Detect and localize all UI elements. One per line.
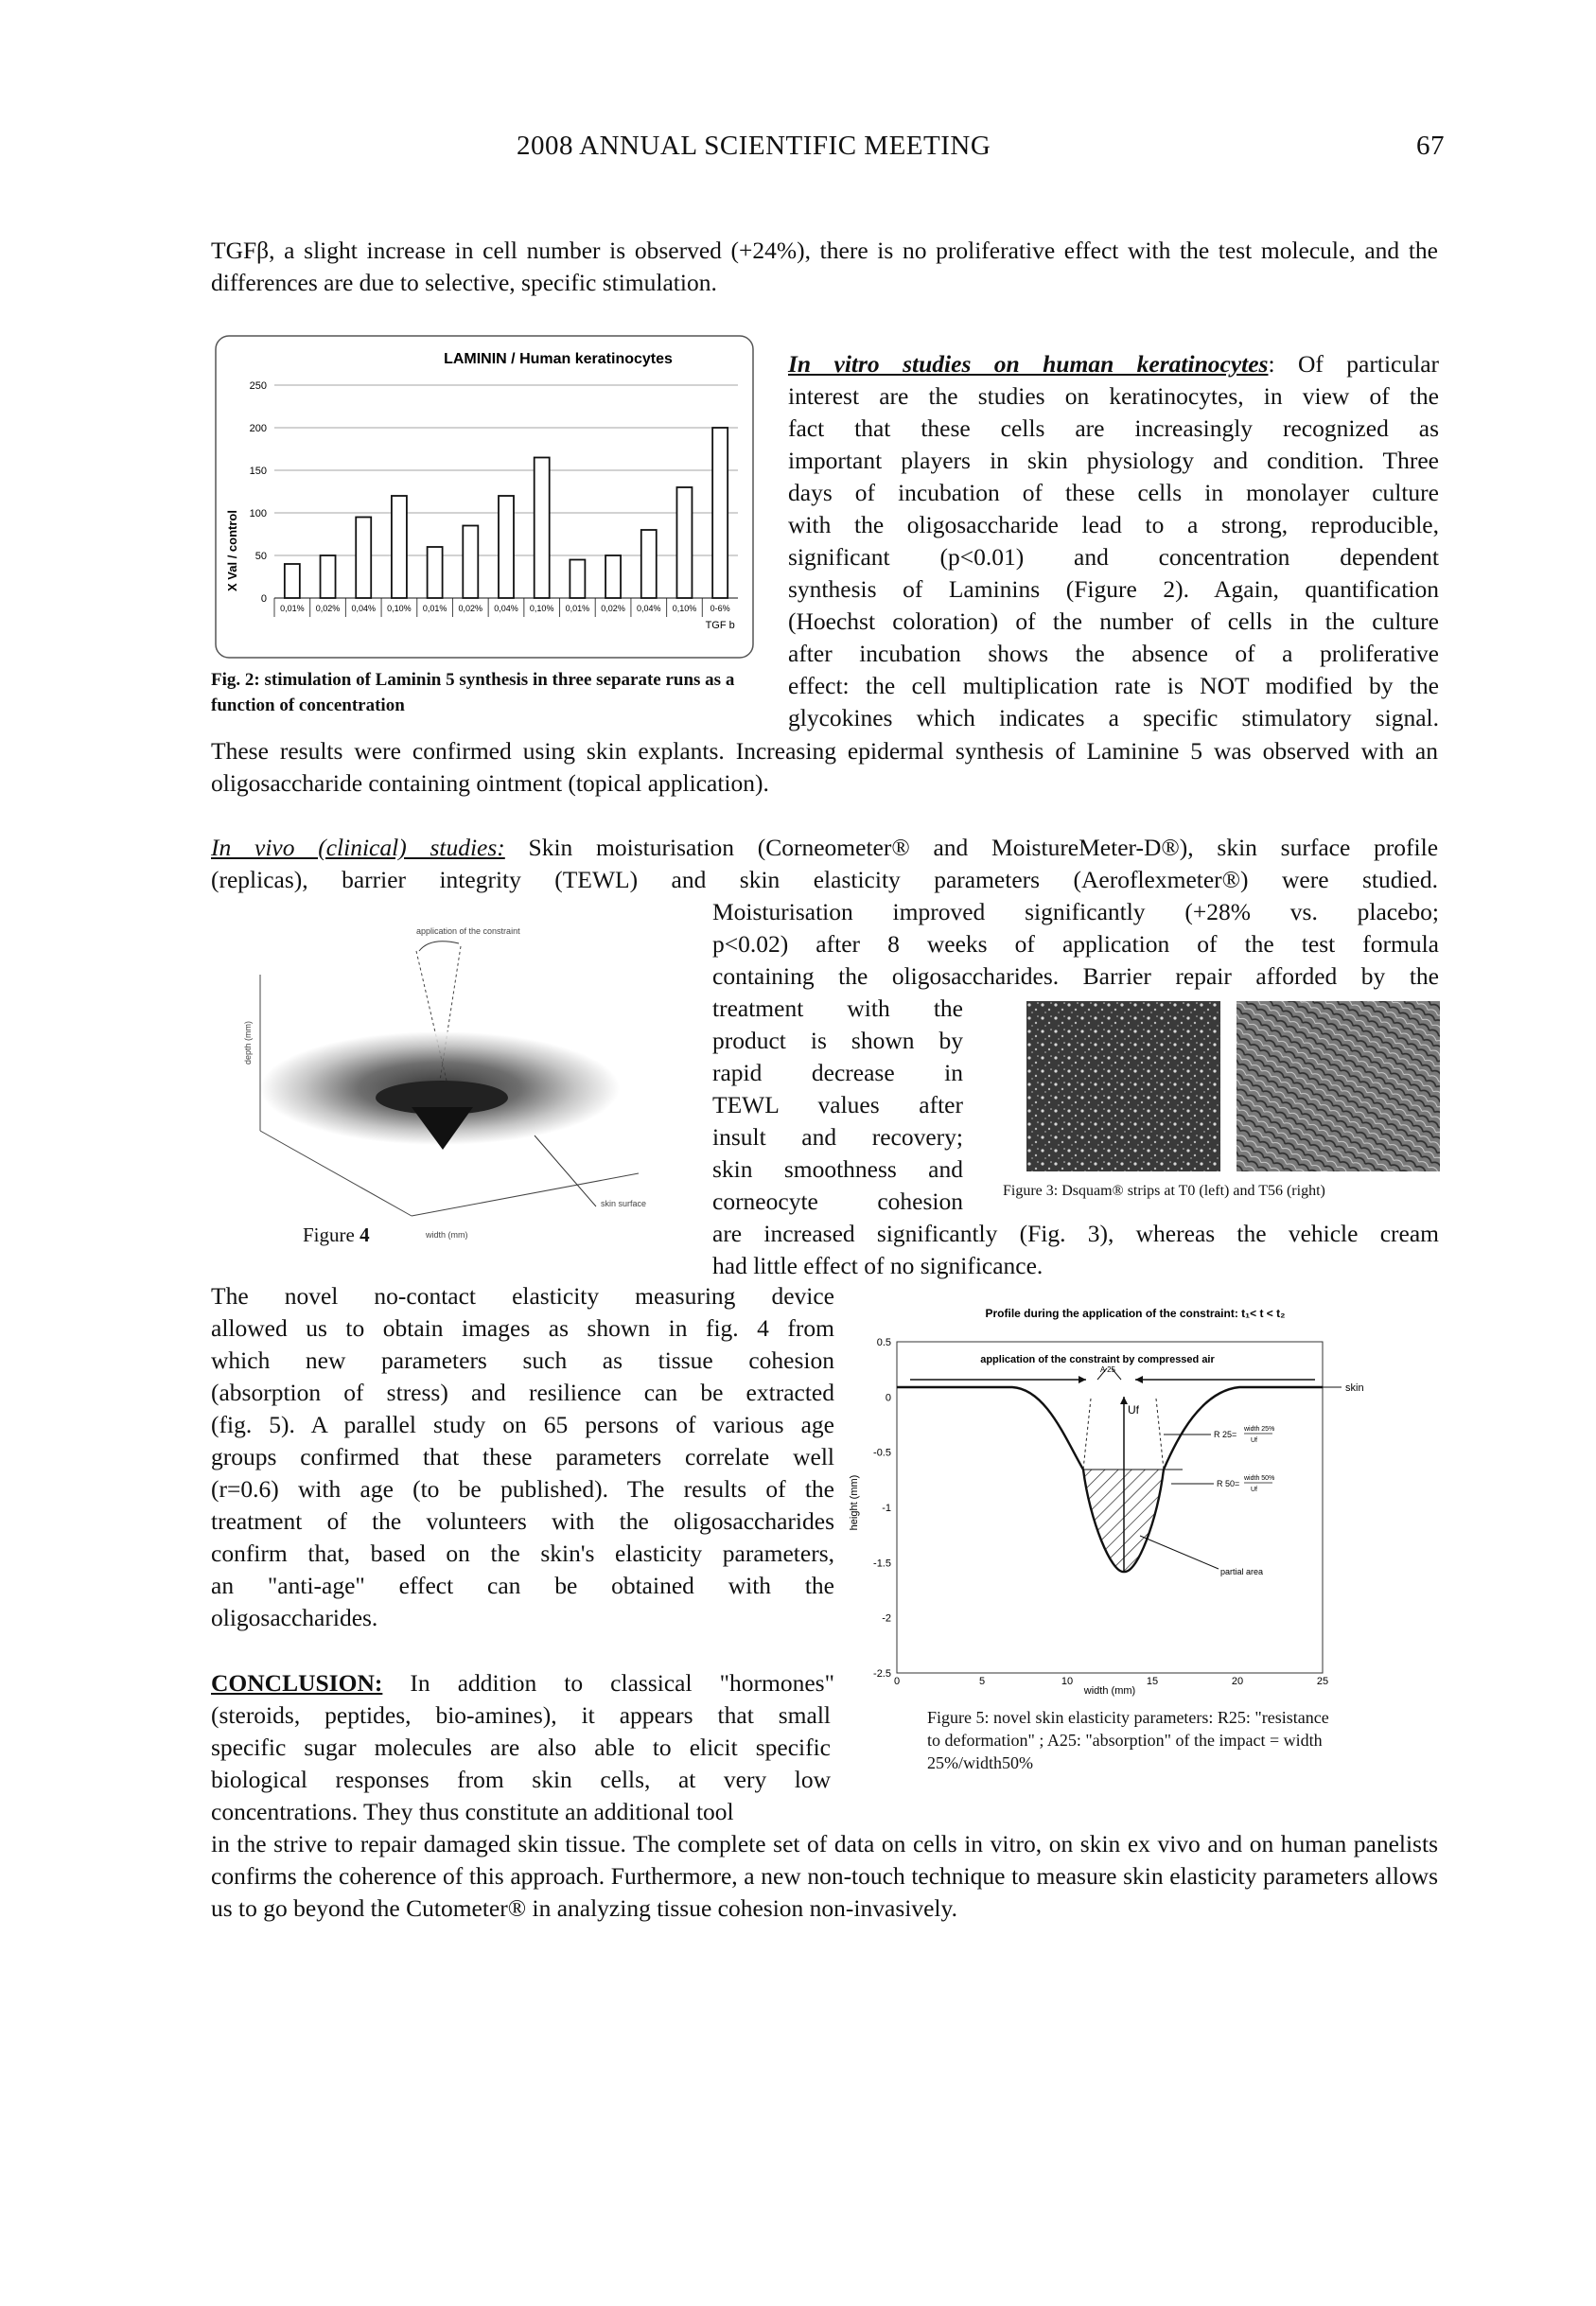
invitro-line: glycokines which indicates a specific stimulatory signal. [788,704,1439,731]
svg-text:Uf: Uf [1251,1487,1257,1493]
x-tick-label: 0,10% [387,604,412,613]
bar [499,496,514,598]
fig5-r25-label: R 25= [1214,1430,1237,1439]
conclusion-narrow: (steroids, peptides, bio-amines), it appears that small specific sugar molecules are also able to elicit specific biological responses from skin cells, at very low concentrations. They thus constitute an additional tool [211,1701,831,1825]
figure-2-caption-text: stimulation of Laminin 5 synthesis in three separate runs as a function of concentration [211,670,735,715]
invitro-line: with the oligosaccharide lead to a strong, reproducible, [788,511,1439,538]
figure-3 [1003,1001,1440,1199]
fig5-xlabel: width (mm) [1083,1685,1136,1697]
chart-title: LAMININ / Human keratinocytes [444,351,673,367]
x-tick-label: 0,04% [351,604,376,613]
invitro-line: important players in skin physiology and condition. Three [788,447,1439,474]
tgf-label: TGF b [705,620,735,631]
bar [535,458,550,599]
invitro-section [788,348,1439,734]
y-tick-label: 250 [249,380,267,392]
skin-profile-chart [842,1304,1429,1701]
y-axis-label: X Val / control [225,510,239,591]
y-tick-label: 200 [249,423,267,434]
y-tick-label: 150 [249,466,267,477]
bar [392,496,407,598]
dsquam-strips-image [1026,1001,1440,1171]
figure-4-label: Figure 4 [303,1223,370,1246]
laminin-bar-chart [213,333,757,664]
constraint-arc [419,942,459,951]
fig5-y-tick: -2 [882,1612,891,1625]
strip-t0-image [1026,1001,1220,1171]
invivo-wide-lines: Moisturisation improved significantly (+28% vs. placebo; p<0.02) after 8 weeks of application of the test formula containing the oligosaccharides. Barrier repair afforded by the [712,898,1439,990]
deformation-3d-plot [241,923,705,1244]
fig5-uf-label: Uf [1128,1403,1139,1417]
fig5-inner-title: application of the constraint by compressed air [980,1354,1215,1365]
invitro-line: synthesis of Laminins (Figure 2). Again, quantification [788,575,1439,603]
fig5-partial-label: partial area [1220,1567,1264,1576]
invivo-narrow-lines: treatment with the product is shown by rapid decrease in TEWL values after insult and recovery; skin smoothness and corneocyte cohesion [712,995,963,1215]
explants-paragraph: These results were confirmed using skin explants. Increasing epidermal synthesis of Laminine 5 was observed with an oligosaccharide containing ointment (topical application). [211,737,1438,797]
bar [428,547,443,598]
svg-text:Uf: Uf [1251,1437,1257,1444]
fig5-x-tick: 15 [1146,1676,1159,1687]
elasticity-paragraph: The novel no-contact elasticity measuring device allowed us to obtain images as shown in fig. 4 from which new parameters such as tissue cohesion (absorption of stress) and resilience can be extracted (fig. 5). A parallel study on 65 persons of various age groups confirmed that these parameters correlate well (r=0.6) with age (to be published). The results of the treatment of the volunteers with the oligosaccharides confirm that, based on the skin's elasticity parameters, an "anti-age" effect can be obtained with the oligosaccharides. [211,1282,834,1631]
x-tick-label: 0,01% [422,604,447,613]
invitro-line: fact that these cells are increasingly recognized as [788,414,1439,442]
fig5-ylabel: height (mm) [849,1474,860,1531]
invivo-heading: In vivo (clinical) studies: [211,834,505,861]
figure-5-caption: Figure 5: novel skin elasticity parameters: R25: "resistance to deformation" ; A25: "absorption" of the impact = width 25%/width50% [927,1708,1329,1772]
bar [605,555,621,598]
x-tick-label: 0,01% [280,604,305,613]
fig5-title: Profile during the application of the constraint: t₁< t < t₂ [985,1307,1286,1320]
fig5-y-tick: -1.5 [873,1558,891,1570]
x-tick-label: 0,04% [494,604,518,613]
fig5-x-tick: 20 [1231,1676,1244,1687]
page-number: 67 [1416,131,1445,161]
bar [321,555,336,598]
invitro-first-line: In vitro studies on human keratinocytes: Of particular [788,350,1439,378]
x-tick-label: 0,02% [458,604,483,613]
y-tick-label: 50 [254,551,267,562]
fig5-y-tick: 0 [885,1392,891,1404]
invivo-after-lines: are increased significantly (Fig. 3), whereas the vehicle cream had little effect of no significance. [712,1220,1439,1279]
y-tick-label: 0 [260,593,267,605]
fig5-x-tick: 0 [893,1676,901,1687]
invivo-line: (replicas), barrier integrity (TEWL) and skin elasticity parameters (Aeroflexmeter®) were studied. [211,866,1438,893]
figure-5 [842,1304,1429,1701]
x-tick-label: 0,04% [637,604,661,613]
fig5-y-tick: 0.5 [876,1337,891,1348]
x-tick-label: 0,02% [315,604,341,613]
bar [712,428,728,598]
svg-text:width 25%: width 25% [1244,1426,1275,1433]
fig5-x-tick: 5 [978,1676,986,1687]
fig5-r50-label: R 50= [1217,1479,1240,1488]
bar [570,560,585,599]
fig5-x-tick: 25 [1316,1676,1329,1687]
conclusion-heading: CONCLUSION: [211,1669,383,1697]
figure-2-caption [211,667,741,718]
journal-title: 2008 ANNUAL SCIENTIFIC MEETING [517,131,991,161]
bar [285,564,300,598]
figure-2 [213,333,757,664]
bar [356,518,371,599]
fig4-depth-label: depth (mm) [243,1020,253,1065]
bar [463,526,478,599]
x-tick-label: 0,10% [529,604,554,613]
figure-3-caption: Figure 3: Dsquam® strips at T0 (left) and T56 (right) [1003,1183,1325,1199]
fig5-y-tick: -1 [882,1503,891,1514]
bar [676,487,692,598]
strip-t56-image [1236,1001,1440,1171]
conclusion-section: CONCLUSION: In addition to classical "hormones" [211,1669,834,1697]
invitro-line: after incubation shows the absence of a proliferative [788,640,1439,667]
invitro-line: days of incubation of these cells in monolayer culture [788,479,1439,506]
x-tick-label: 0-6% [710,604,730,613]
invitro-heading: In vitro studies on human keratinocytes [788,350,1269,378]
figure-2-caption-label: Fig. 2: [211,670,260,690]
invivo-intro: In vivo (clinical) studies: Skin moisturisation (Corneometer® and MoistureMeter-D®), skin surface profile (replicas), barrier integrity (TEWL) and skin elasticity parameters (Aeroflexmeter®) were studied. [211,832,1438,896]
x-tick-label: 0,02% [601,604,625,613]
invitro-line: (Hoechst coloration) of the number of cells in the culture [788,607,1439,635]
x-tick-label: 0,01% [565,604,590,613]
fig5-a25-label: A 25 [1099,1365,1116,1374]
intro-paragraph: TGFβ, a slight increase in cell number is observed (+24%), there is no proliferative effect with the test molecule, and the differences are due to selective, specific stimulation. [211,237,1438,296]
bar [641,530,657,598]
figure-4 [241,923,705,1244]
invitro-line: significant (p<0.01) and concentration dependent [788,543,1439,571]
invitro-line: interest are the studies on keratinocytes, in view of the [788,382,1439,410]
fig5-y-tick: -2.5 [873,1668,891,1680]
fig4-top-label: application of the constraint [416,926,520,936]
invitro-line: effect: the cell multiplication rate is NOT modified by the [788,672,1439,699]
fig5-x-tick: 10 [1061,1676,1074,1687]
svg-text:width 50%: width 50% [1244,1475,1275,1482]
fig4-width-label: width (mm) [426,1230,468,1240]
y-tick-label: 100 [249,508,267,519]
fig5-skin-label: skin [1345,1382,1364,1394]
fig5-y-tick: -0.5 [873,1447,891,1459]
x-tick-label: 0,10% [672,604,697,613]
conclusion-full-text: in the strive to repair damaged skin tissue. The complete set of data on cells in vitro, on skin ex vivo and on human panelists confirms the coherence of this approach. Furthermore, a new non-touch technique to measure skin elasticity parameters allows us to go beyond the Cutometer® in analyzing tissue cohesion non-invasively. [211,1830,1438,1922]
fig4-skin-label: skin surface [601,1199,647,1208]
